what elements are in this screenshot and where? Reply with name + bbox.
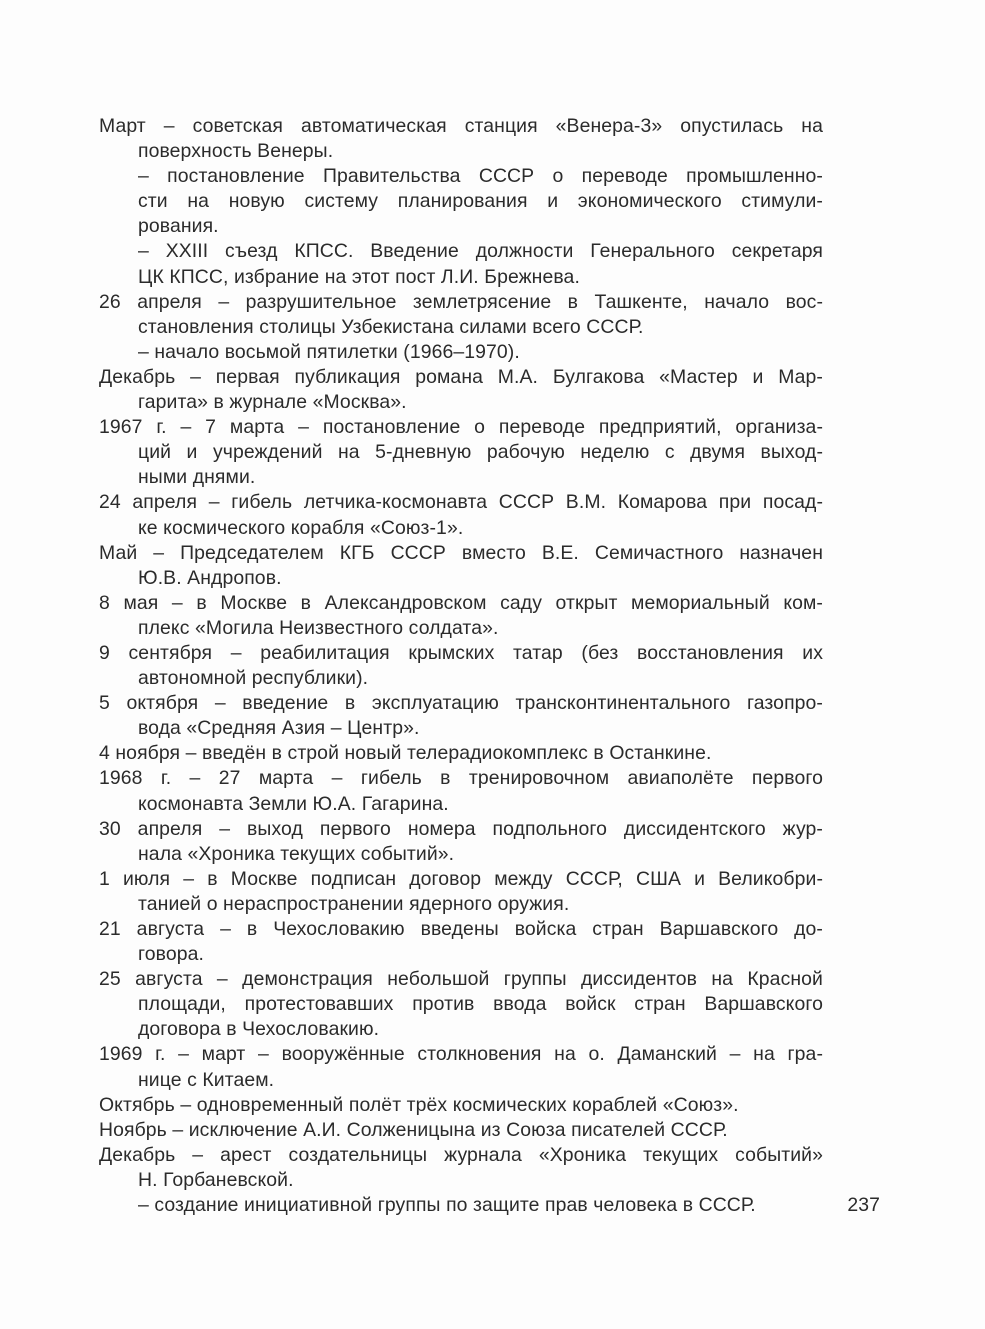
text-line: вода «Средняя Азия – Центр». <box>138 717 420 740</box>
text-line: 21 августа – в Чехословакию введены войска стран Варшавского до- <box>99 918 823 940</box>
text-line: нице с Китаем. <box>138 1068 275 1091</box>
text-line: говора. <box>138 943 204 966</box>
text-line: Ноябрь – исключение А.И. Солженицына из Союза писателей СССР. <box>99 1118 728 1141</box>
text-line: Май – Председателем КГБ СССР вместо В.Е. Семичастного назначен <box>99 541 823 564</box>
text-line: 1967 г. – 7 марта – постановление о переводе предприятий, организа- <box>99 416 823 439</box>
text-line: Декабрь – первая публикация романа М.А. Булгакова «Мастер и Мар- <box>99 365 823 388</box>
text-line: 5 октября – введение в эксплуатацию трансконтинентального газопро- <box>99 692 823 715</box>
text-line: рования. <box>138 215 219 238</box>
text-line: ЦК КПСС, избрание на этот пост Л.И. Брежнева. <box>138 265 580 288</box>
text-line: – создание инициативной группы по защите прав человека в СССР. <box>138 1194 756 1217</box>
text-line: становления столицы Узбекистана силами всего СССР. <box>138 315 644 338</box>
text-line: Декабрь – арест создательницы журнала «Хроника текущих событий» <box>99 1143 823 1166</box>
text-line: 4 ноября – введён в строй новый телерадиокомплекс в Останкине. <box>99 742 712 765</box>
text-line: Март – советская автоматическая станция «Венера-3» опустилась на <box>99 115 823 137</box>
text-line: сти на новую систему планирования и экономического стимули- <box>138 190 823 213</box>
text-line: 30 апреля – выход первого номера подпольного диссидентского жур- <box>99 817 823 840</box>
text-line: плекс «Могила Неизвестного солдата». <box>138 616 499 639</box>
text-line: ке космического корабля «Союз-1». <box>138 516 464 539</box>
text-line: гарита» в журнале «Москва». <box>138 391 407 414</box>
text-line: 26 апреля – разрушительное землетрясение в Ташкенте, начало вос- <box>99 290 823 313</box>
text-line: поверхность Венеры. <box>138 140 334 163</box>
text-line: нала «Хроника текущих событий». <box>138 842 455 865</box>
text-line: 9 сентября – реабилитация крымских татар (без восстановления их <box>99 641 823 664</box>
text-line: – постановление Правительства СССР о переводе промышленно- <box>138 165 823 188</box>
text-line: автономной республики). <box>138 667 369 690</box>
text-line: площади, протестовавших против ввода войск стран Варшавского <box>138 993 823 1016</box>
text-line: – начало восьмой пятилетки (1966–1970). <box>138 340 520 363</box>
text-line: – XXIII съезд КПСС. Введение должности Генерального секретаря <box>138 240 823 263</box>
text-line: 1 июля – в Москве подписан договор между СССР, США и Великобри- <box>99 867 823 890</box>
text-line: 25 августа – демонстрация небольшой группы диссидентов на Красной <box>99 968 823 991</box>
text-line: 8 мая – в Москве в Александровском саду открыт мемориальный ком- <box>99 591 823 614</box>
text-line: космонавта Земли Ю.А. Гагарина. <box>138 792 449 815</box>
text-line: ными днями. <box>138 466 256 489</box>
text-line: ций и учреждений на 5-дневную рабочую неделю с двумя выход- <box>138 441 823 464</box>
text-line: Н. Горбаневской. <box>138 1168 294 1191</box>
text-line: танией о нераспространении ядерного оружия. <box>138 892 570 915</box>
text-line: 1969 г. – март – вооружённые столкновения на о. Даманский – на гра- <box>99 1043 823 1066</box>
text-line: 1968 г. – 27 марта – гибель в тренировочном авиаполёте первого <box>99 767 823 790</box>
text-line: 24 апреля – гибель летчика-космонавта СССР В.М. Комарова при посад- <box>99 491 823 514</box>
text-line: Октябрь – одновременный полёт трёх космических кораблей «Союз». <box>99 1093 739 1116</box>
chronology-text-block <box>99 114 880 1218</box>
text-line: договора в Чехословакию. <box>138 1018 380 1041</box>
text-line: Ю.В. Андропов. <box>138 566 282 589</box>
page-number: 237 <box>847 1194 880 1217</box>
